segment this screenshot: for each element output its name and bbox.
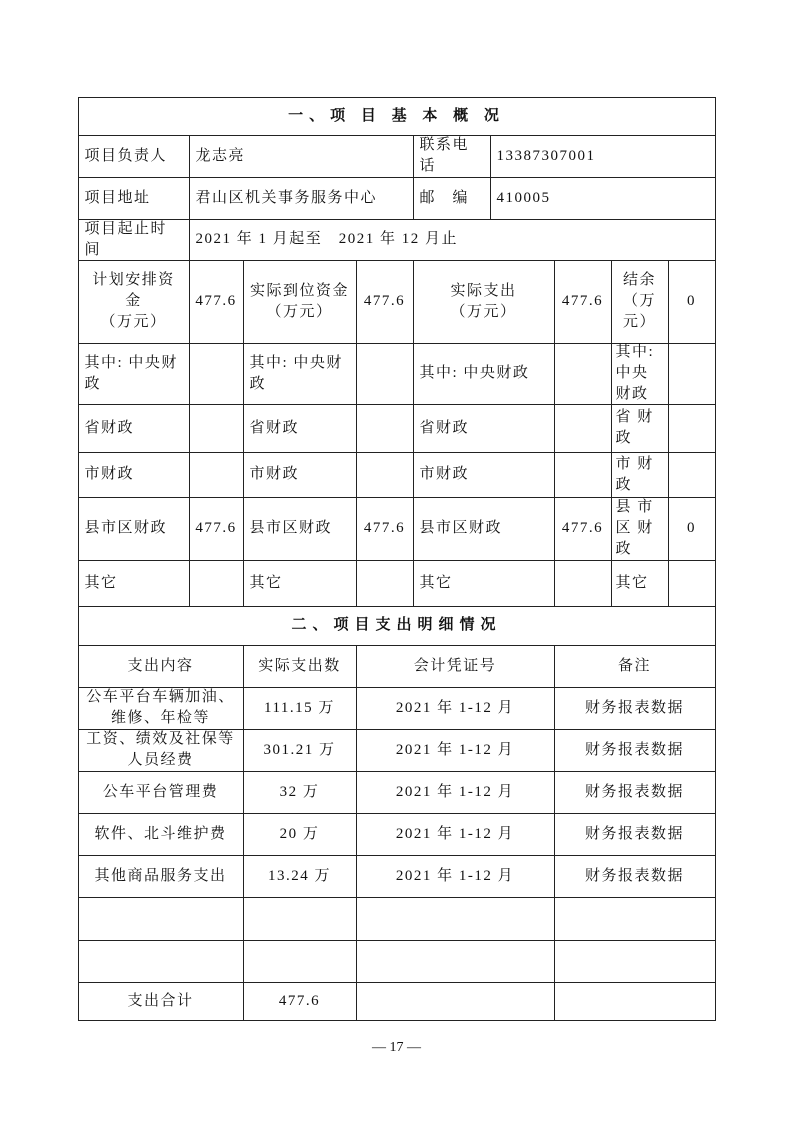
column-header: 会计凭证号 — [356, 645, 555, 688]
fund-source-label: 市 财 政 — [611, 452, 669, 498]
fund-source-value — [668, 452, 716, 498]
fund-source-label: 其中: 中央财政 — [243, 343, 357, 405]
detail-cell — [554, 897, 716, 941]
fund-source-label: 省财政 — [243, 404, 357, 453]
section2-title: 二、项目支出明细情况 — [78, 606, 716, 646]
detail-cell — [78, 940, 244, 983]
period-value: 2021 年 1 月起至 2021 年 12 月止 — [189, 219, 716, 261]
detail-cell: 2021 年 1-12 月 — [356, 729, 555, 772]
fund-source-value — [356, 404, 414, 453]
fund-source-label: 省 财 政 — [611, 404, 669, 453]
fund-source-label: 县市区财政 — [78, 497, 190, 561]
total-empty — [554, 982, 716, 1021]
fund-header: 实际到位资金 （万元） — [243, 260, 357, 344]
fund-source-value — [668, 343, 716, 405]
leader-value: 龙志亮 — [189, 135, 414, 178]
fund-source-value — [189, 452, 244, 498]
detail-cell: 工资、绩效及社保等 人员经费 — [78, 729, 244, 772]
fund-source-label: 省财政 — [413, 404, 555, 453]
detail-cell: 2021 年 1-12 月 — [356, 813, 555, 856]
detail-cell: 财务报表数据 — [554, 771, 716, 814]
fund-source-value — [356, 452, 414, 498]
detail-cell: 13.24 万 — [243, 855, 357, 898]
detail-cell: 32 万 — [243, 771, 357, 814]
fund-source-value — [554, 452, 612, 498]
detail-cell — [356, 897, 555, 941]
detail-cell: 财务报表数据 — [554, 729, 716, 772]
detail-cell: 公车平台管理费 — [78, 771, 244, 814]
column-header: 实际支出数 — [243, 645, 357, 688]
page-number: — 17 — — [372, 1040, 421, 1055]
fund-source-value — [668, 404, 716, 453]
fund-source-value — [554, 404, 612, 453]
fund-source-value — [189, 404, 244, 453]
fund-source-value — [554, 343, 612, 405]
address-value: 君山区机关事务服务中心 — [189, 177, 414, 220]
fund-source-label: 其中: 中央财政 — [413, 343, 555, 405]
detail-cell: 财务报表数据 — [554, 813, 716, 856]
fund-source-label: 县 市 区 财 政 — [611, 497, 669, 561]
fund-source-label: 县市区财政 — [243, 497, 357, 561]
zip-label: 邮 编 — [413, 177, 491, 220]
detail-cell: 111.15 万 — [243, 687, 357, 730]
detail-cell: 软件、北斗维护费 — [78, 813, 244, 856]
fund-source-label: 其它 — [413, 560, 555, 607]
fund-source-label: 县市区财政 — [413, 497, 555, 561]
fund-source-label: 其它 — [243, 560, 357, 607]
detail-cell: 2021 年 1-12 月 — [356, 771, 555, 814]
detail-cell — [243, 897, 357, 941]
fund-source-label: 市财政 — [78, 452, 190, 498]
fund-source-value: 0 — [668, 497, 716, 561]
fund-total: 477.6 — [356, 260, 414, 344]
phone-value: 13387307001 — [490, 135, 716, 178]
phone-label: 联系电话 — [413, 135, 491, 178]
fund-total: 0 — [668, 260, 716, 344]
fund-source-label: 省财政 — [78, 404, 190, 453]
detail-cell: 公车平台车辆加油、 维修、年检等 — [78, 687, 244, 730]
detail-cell — [554, 940, 716, 983]
total-value: 477.6 — [243, 982, 357, 1021]
fund-source-label: 其中: 中央财政 — [78, 343, 190, 405]
zip-value: 410005 — [490, 177, 716, 220]
fund-header: 实际支出 （万元） — [413, 260, 555, 344]
detail-cell: 其他商品服务支出 — [78, 855, 244, 898]
fund-source-label: 市财政 — [243, 452, 357, 498]
fund-header: 结余（万元） — [611, 260, 669, 344]
detail-cell — [356, 940, 555, 983]
fund-header: 计划安排资金 （万元） — [78, 260, 190, 344]
fund-source-label: 其它 — [78, 560, 190, 607]
fund-total: 477.6 — [189, 260, 244, 344]
detail-cell — [243, 940, 357, 983]
fund-source-value — [668, 560, 716, 607]
column-header: 备注 — [554, 645, 716, 688]
detail-cell: 财务报表数据 — [554, 687, 716, 730]
fund-source-value: 477.6 — [189, 497, 244, 561]
fund-source-value: 477.6 — [554, 497, 612, 561]
period-label: 项目起止时间 — [78, 219, 190, 261]
fund-source-label: 其它 — [611, 560, 669, 607]
total-label: 支出合计 — [78, 982, 244, 1021]
fund-source-value — [554, 560, 612, 607]
section1-title: 一、项 目 基 本 概 况 — [78, 97, 716, 136]
detail-cell: 2021 年 1-12 月 — [356, 855, 555, 898]
fund-source-label: 市财政 — [413, 452, 555, 498]
fund-source-value — [356, 343, 414, 405]
detail-cell: 2021 年 1-12 月 — [356, 687, 555, 730]
column-header: 支出内容 — [78, 645, 244, 688]
fund-source-value — [356, 560, 414, 607]
fund-source-value — [189, 343, 244, 405]
detail-cell — [78, 897, 244, 941]
fund-total: 477.6 — [554, 260, 612, 344]
detail-cell: 财务报表数据 — [554, 855, 716, 898]
fund-source-value — [189, 560, 244, 607]
fund-source-value: 477.6 — [356, 497, 414, 561]
detail-cell: 20 万 — [243, 813, 357, 856]
total-empty — [356, 982, 555, 1021]
address-label: 项目地址 — [78, 177, 190, 220]
detail-cell: 301.21 万 — [243, 729, 357, 772]
fund-source-label: 其中: 中央财政 — [611, 343, 669, 405]
leader-label: 项目负责人 — [78, 135, 190, 178]
